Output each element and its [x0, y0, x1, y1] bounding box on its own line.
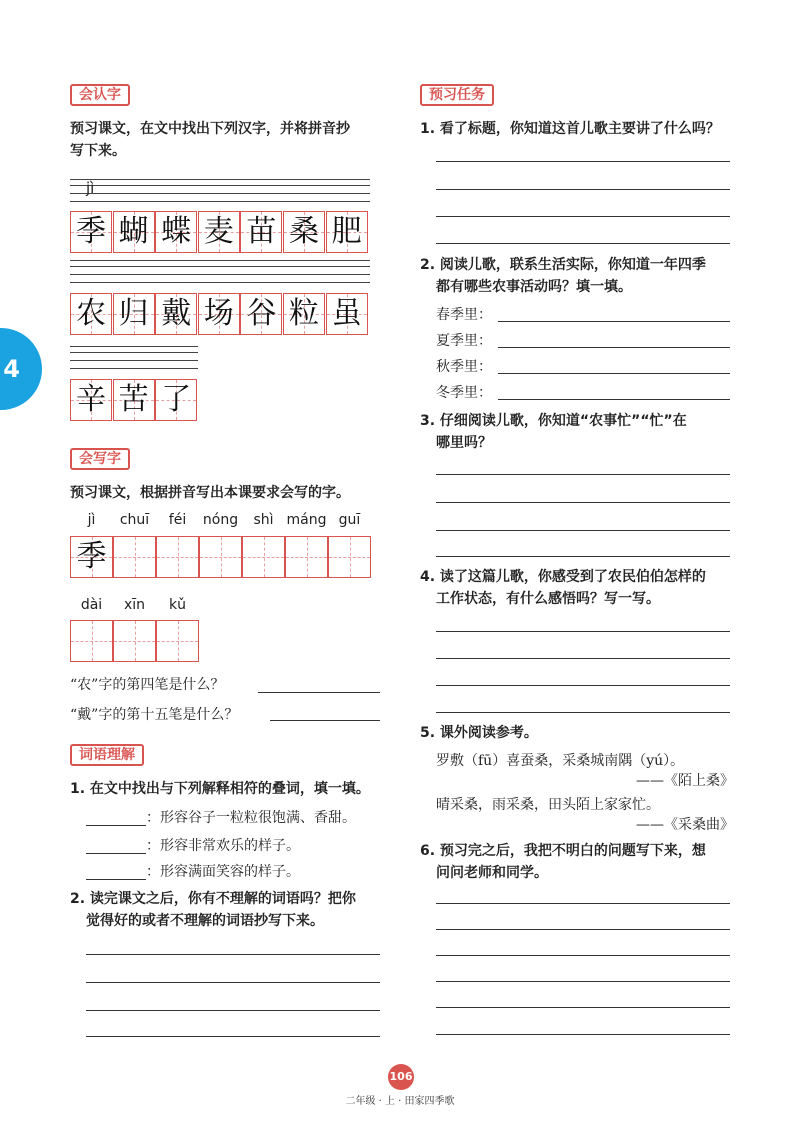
char-cell [70, 211, 112, 253]
answer-line[interactable] [436, 1034, 730, 1035]
answer-line[interactable] [436, 1007, 730, 1008]
poem-source-1: ——《陌上桑》 [636, 773, 734, 789]
pinyin-label: shì [253, 512, 274, 528]
vocab-answer-line[interactable] [86, 1036, 380, 1037]
char-cell[interactable] [70, 536, 113, 578]
answer-line[interactable] [436, 631, 730, 632]
char [286, 537, 327, 577]
poem-source-2: ——《采桑曲》 [636, 817, 734, 833]
pinyin-label: máng [286, 512, 327, 528]
char-cell [240, 293, 282, 335]
vocab-blank-3[interactable] [86, 879, 146, 880]
char: 蝴 [118, 214, 149, 249]
vocab-tag: 词语理解 [70, 744, 144, 766]
season-winter-answer[interactable] [498, 399, 730, 400]
stroke-question-2: “戴”字的第十五笔是什么？ [70, 707, 239, 723]
char: 季 [76, 539, 107, 574]
answer-line[interactable] [436, 903, 730, 904]
char-cell [198, 211, 240, 253]
answer-line[interactable] [436, 685, 730, 686]
pinyin-label: kǔ [169, 597, 186, 613]
answer-line[interactable] [436, 243, 730, 244]
answer-line[interactable] [436, 658, 730, 659]
char-cell [283, 211, 325, 253]
char [200, 537, 241, 577]
pinyin-label: féi [168, 512, 187, 528]
write-tag: 会写字 [70, 448, 130, 470]
write-instruction: 预习课文，根据拼音写出本课要求会写的字。 [70, 485, 350, 501]
char: 场 [203, 296, 234, 331]
char-cell [70, 293, 112, 335]
season-autumn: 秋季里： [436, 359, 492, 375]
answer-line[interactable] [436, 474, 730, 475]
char: 谷 [246, 296, 277, 331]
char: 苦 [118, 382, 149, 417]
vocab-question-2-cont: 觉得好的或者不理解的词语抄写下来。 [86, 913, 324, 929]
vocab-question-1: 1. 在文中找出与下列解释相符的叠词，填一填。 [70, 781, 370, 797]
season-summer-answer[interactable] [498, 347, 730, 348]
answer-line[interactable] [436, 929, 730, 930]
season-autumn-answer[interactable] [498, 373, 730, 374]
chapter-tab: 4 [0, 328, 42, 410]
vocab-def-1: ：形容谷子一粒粒很饱满、香甜。 [146, 810, 356, 826]
char [157, 621, 198, 661]
task-question-4: 4. 读了这篇儿歌，你感受到了农民伯伯怎样的 [420, 569, 706, 585]
stroke-answer-1[interactable] [258, 692, 380, 693]
char-cell [283, 293, 325, 335]
stroke-question-1: “农”字的第四笔是什么？ [70, 677, 225, 693]
vocab-answer-line[interactable] [86, 1010, 380, 1011]
stroke-answer-2[interactable] [270, 720, 380, 721]
char-cell[interactable] [328, 536, 371, 578]
answer-line[interactable] [436, 216, 730, 217]
char-cell [113, 211, 155, 253]
char: 麦 [203, 214, 234, 249]
char: 了 [161, 382, 192, 417]
recognize-tag: 会认字 [70, 84, 130, 106]
char-cell [70, 379, 112, 421]
char: 季 [76, 214, 106, 249]
char-cell [240, 211, 282, 253]
char-cell[interactable] [156, 536, 199, 578]
vocab-def-2: ：形容非常欢乐的样子。 [146, 838, 300, 854]
poem-line-1: 罗敷（fū）喜蚕桑，采桑城南隅（yú）。 [436, 753, 685, 769]
task-question-3: 3. 仔细阅读儿歌，你知道“农事忙”“忙”在 [420, 413, 687, 429]
char-cell [155, 379, 197, 421]
char-cell [198, 293, 240, 335]
task-question-1: 1. 看了标题，你知道这首儿歌主要讲了什么吗？ [420, 121, 720, 137]
char-cell[interactable] [156, 620, 199, 662]
preview-task-tag: 预习任务 [420, 84, 494, 106]
footer-title: 二年级 · 上 · 田家四季歌 [345, 1096, 455, 1107]
char-cell[interactable] [113, 620, 156, 662]
char-cell [326, 211, 368, 253]
char [71, 621, 112, 661]
task-question-6-cont: 问问老师和同学。 [436, 865, 548, 881]
pinyin-label: chuī [119, 512, 150, 528]
char: 粒 [289, 296, 319, 331]
char-cell [155, 293, 197, 335]
answer-line[interactable] [436, 981, 730, 982]
task-question-4-cont: 工作状态，有什么感悟吗？写一写。 [436, 591, 660, 607]
season-spring-answer[interactable] [498, 321, 730, 322]
char: 苗 [246, 214, 277, 249]
char-cell [155, 211, 197, 253]
char [329, 537, 370, 577]
answer-line[interactable] [436, 556, 730, 557]
vocab-blank-2[interactable] [86, 853, 146, 854]
char: 农 [76, 296, 106, 331]
season-winter: 冬季里： [436, 385, 492, 401]
answer-line[interactable] [436, 530, 730, 531]
answer-line[interactable] [436, 955, 730, 956]
task-question-2: 2. 阅读儿歌，联系生活实际，你知道一年四季 [420, 257, 706, 273]
char: 肥 [331, 214, 362, 249]
char-cell [326, 293, 368, 335]
vocab-question-2: 2. 读完课文之后，你有不理解的词语吗？把你 [70, 891, 356, 907]
answer-line[interactable] [436, 712, 730, 713]
vocab-answer-line[interactable] [86, 982, 380, 983]
vocab-blank-1[interactable] [86, 825, 146, 826]
char-cell[interactable] [113, 536, 156, 578]
pinyin-label: nóng [202, 512, 239, 528]
char: 归 [118, 296, 149, 331]
char-cell [113, 379, 155, 421]
char: 戴 [161, 296, 192, 331]
task-question-3-cont: 哪里吗？ [436, 435, 492, 451]
page-number: 106 [388, 1064, 414, 1090]
example-pinyin: jì [86, 179, 95, 197]
season-summer: 夏季里： [436, 333, 492, 349]
answer-line[interactable] [436, 502, 730, 503]
recognize-instruction-cont: 写下来。 [70, 143, 126, 159]
poem-line-2: 晴采桑，雨采桑，田头陌上家家忙。 [436, 797, 660, 813]
pinyin-label: xīn [123, 597, 146, 613]
season-spring: 春季里： [436, 307, 492, 323]
answer-line[interactable] [436, 189, 730, 190]
vocab-def-3: ：形容满面笑容的样子。 [146, 864, 300, 880]
pinyin-label: jì [87, 512, 96, 528]
char [114, 621, 155, 661]
answer-line[interactable] [436, 161, 730, 162]
char [157, 537, 198, 577]
char [243, 537, 284, 577]
task-question-5: 5. 课外阅读参考。 [420, 725, 538, 741]
task-question-6: 6. 预习完之后，我把不明白的问题写下来，想 [420, 843, 706, 859]
char: 辛 [76, 382, 106, 417]
char-cell[interactable] [285, 536, 328, 578]
vocab-answer-line[interactable] [86, 954, 380, 955]
char-cell[interactable] [199, 536, 242, 578]
char-cell[interactable] [242, 536, 285, 578]
char-cell[interactable] [70, 620, 113, 662]
char-cell [113, 293, 155, 335]
char: 虽 [331, 296, 362, 331]
pinyin-label: guī [338, 512, 361, 528]
char: 桑 [289, 214, 319, 249]
char: 蝶 [161, 214, 192, 249]
task-question-2-cont: 都有哪些农事活动吗？填一填。 [436, 279, 632, 295]
char [114, 537, 155, 577]
recognize-instruction: 预习课文，在文中找出下列汉字，并将拼音抄 [70, 121, 350, 137]
pinyin-label: dài [80, 597, 103, 613]
